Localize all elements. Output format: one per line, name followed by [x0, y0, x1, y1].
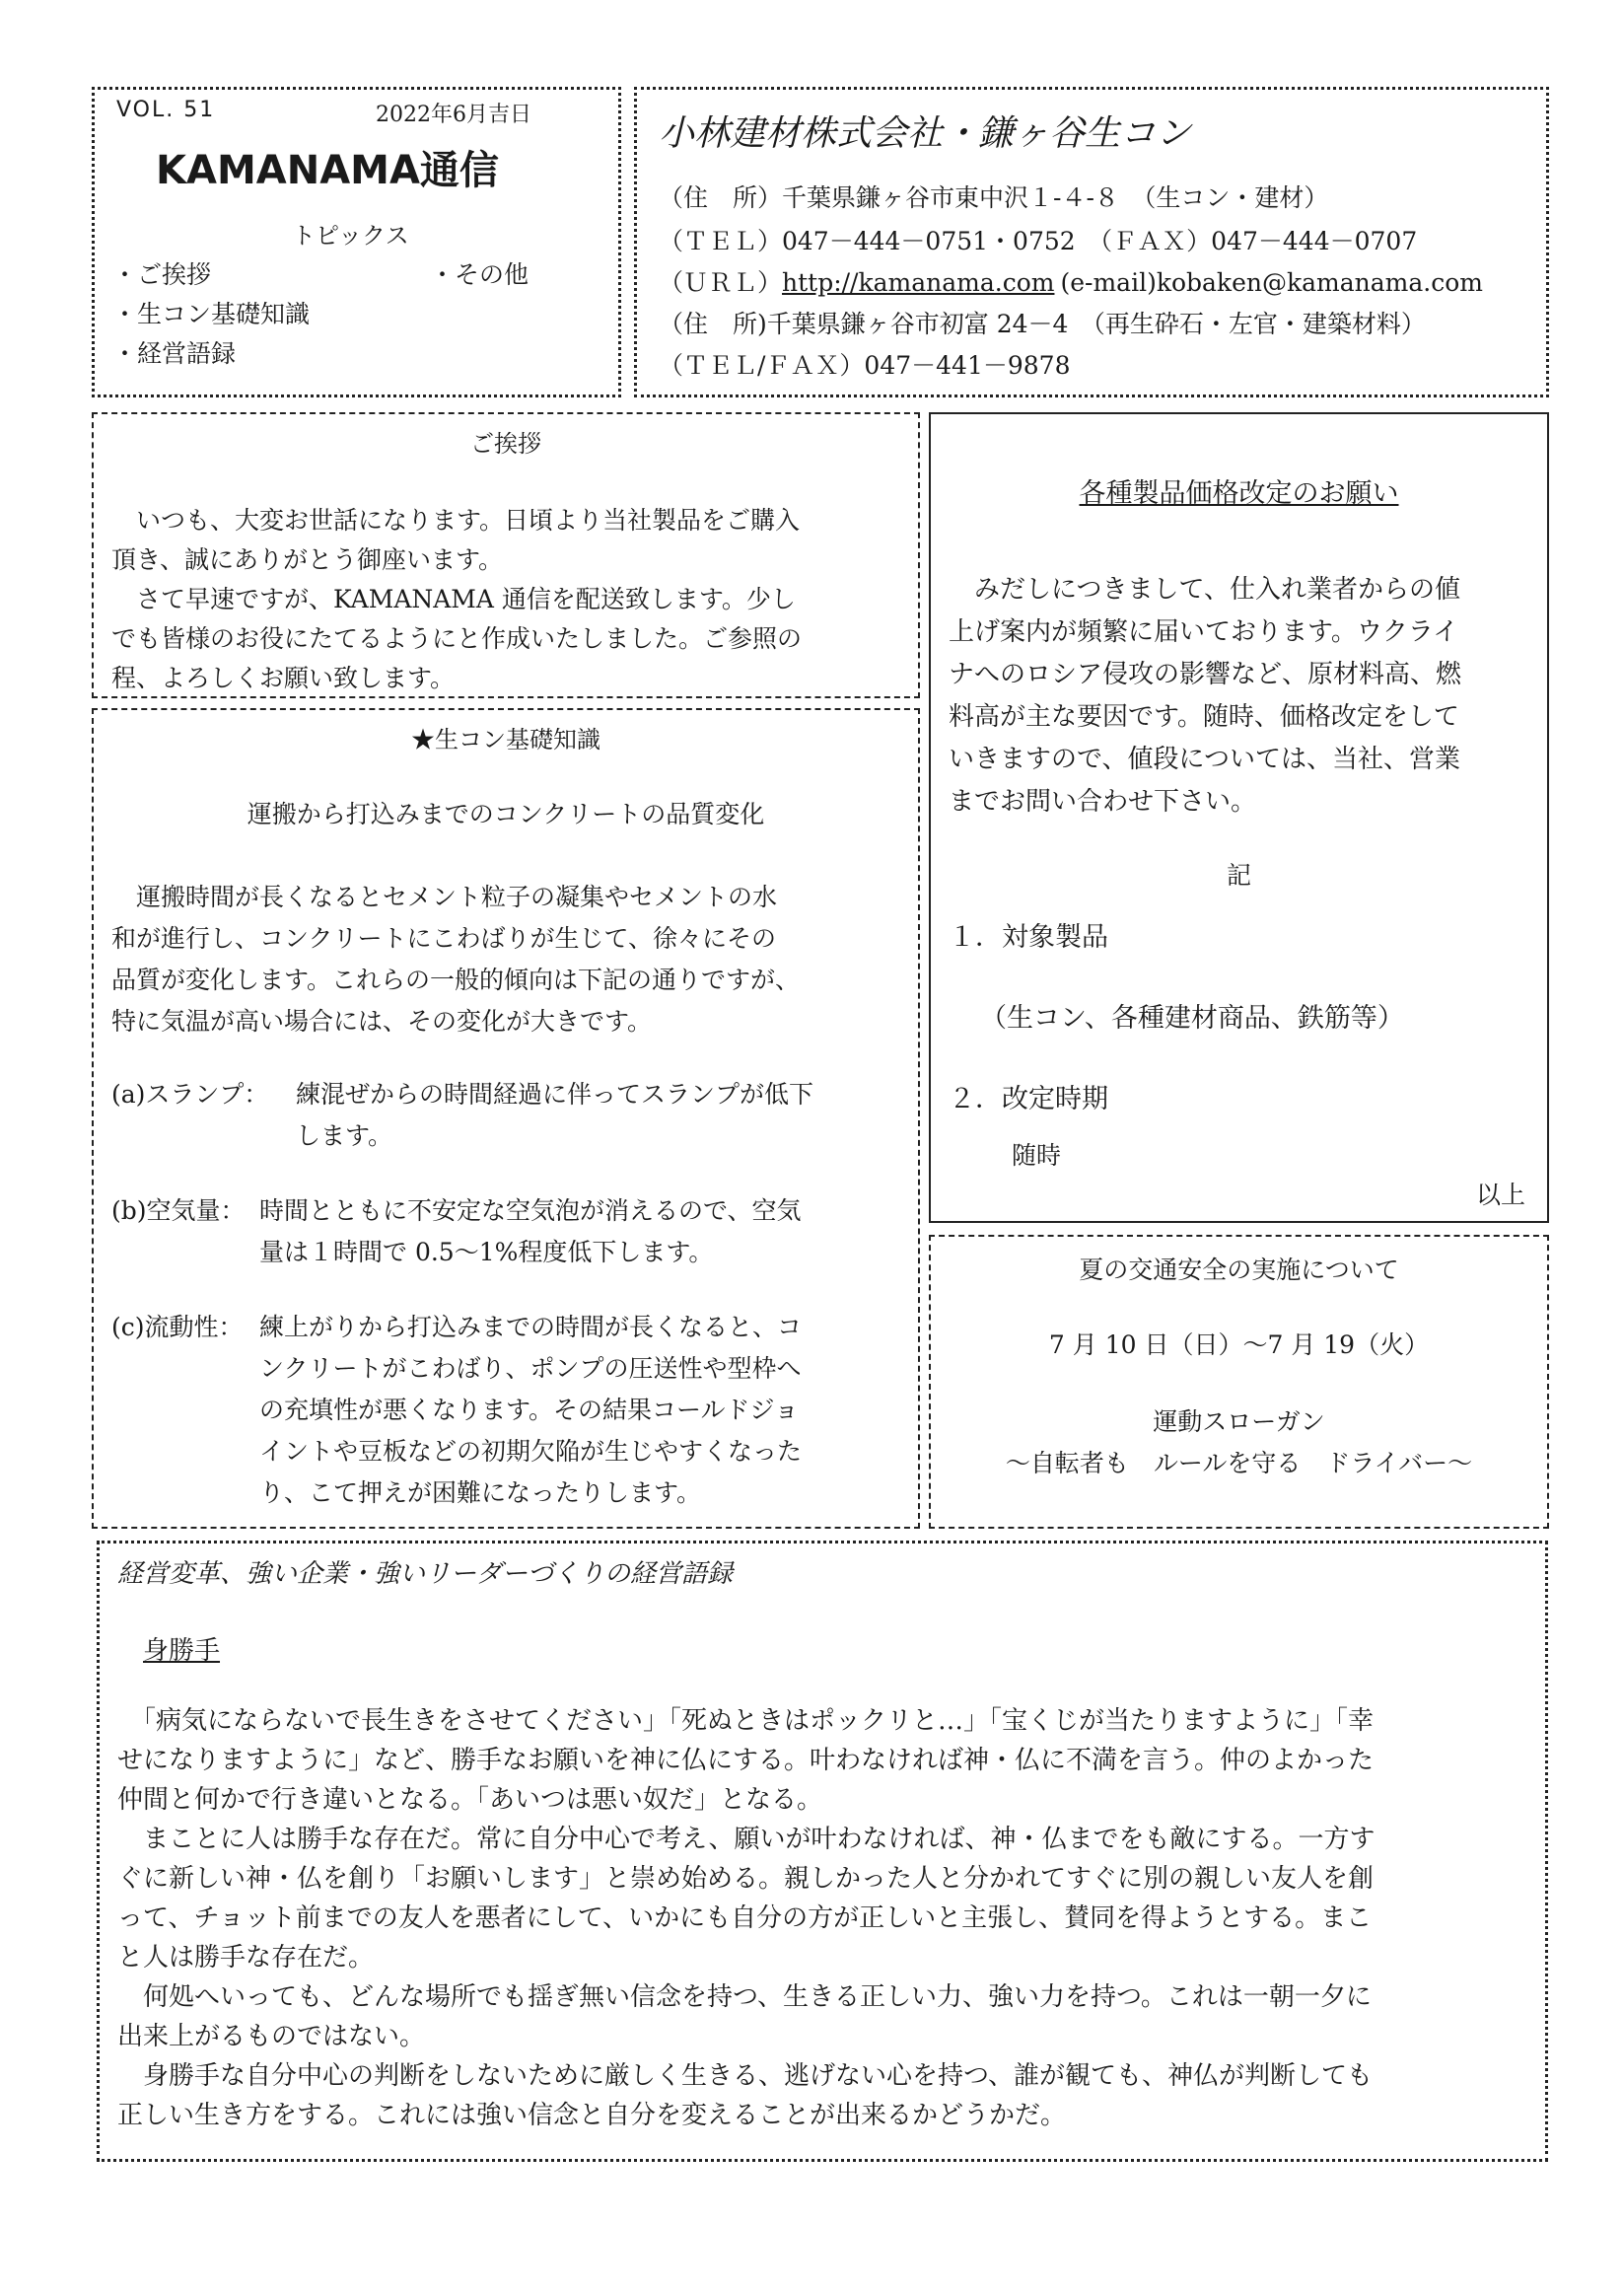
header-info-box — [92, 87, 621, 397]
revision-timing-detail: 随時 — [1012, 1141, 1062, 1170]
knowledge-intro-line: 和が進行し、コンクリートにこわばりが生じて、徐々にその — [111, 924, 777, 953]
price-title: 各種製品価格改定のお願い — [1079, 478, 1399, 509]
item-b-line: 量は１時間で 0.5～1%程度低下します。 — [259, 1238, 714, 1266]
topic-item: ・生コン基礎知識 — [112, 300, 311, 328]
item-c-line: 練上がりから打込みまでの時間が長くなると、コ — [259, 1313, 803, 1341]
knowledge-intro-line: 運搬時間が長くなるとセメント粒子の凝集やセメントの水 — [111, 883, 778, 911]
greeting-box — [92, 412, 920, 698]
management-line: ぐに新しい神・仏を創り「お願いします」と崇め始める。親しかった人と分かれてすぐに別の親しい友人を創 — [117, 1864, 1375, 1894]
company-email: (e-mail)kobaken@kamanama.com — [1060, 268, 1483, 297]
item-a-line: します。 — [296, 1121, 393, 1150]
management-line: 仲間と何かで行き違いとなる。「あいつは悪い奴だ」となる。 — [117, 1785, 823, 1815]
target-products-label: １．対象製品 — [949, 922, 1108, 953]
item-c-line: の充填性が悪くなります。その結果コールドジョ — [259, 1396, 800, 1424]
topic-item: ・その他 — [430, 260, 529, 289]
price-line: いきますので、値段については、当社、営業 — [949, 745, 1460, 774]
management-line: 身勝手な自分中心の判断をしないために厳しく生きる、逃げない心を持つ、誰が観ても、神仏が判断しても — [117, 2061, 1373, 2091]
traffic-safety-box — [929, 1235, 1549, 1529]
item-c-label: (c)流動性： — [111, 1313, 244, 1341]
website-link[interactable]: http://kamanama.com — [782, 268, 1055, 297]
greeting-line: いつも、大変お世話になります。日頃より当社製品をご購入 — [111, 506, 801, 535]
greeting-line: 頂き、誠にありがとう御座います。 — [111, 545, 504, 574]
price-line: までお問い合わせ下さい。 — [949, 787, 1257, 817]
ki-label: 記 — [1226, 861, 1251, 890]
topics-heading: トピックス — [292, 222, 409, 250]
issue-date: 2022年6月吉日 — [376, 103, 531, 127]
company-address: （住 所）千葉県鎌ヶ谷市東中沢１-４-８ （生コン・建材） — [659, 183, 1329, 212]
item-b-line: 時間とともに不安定な空気泡が消えるので、空気 — [259, 1196, 802, 1225]
greeting-line: さて早速ですが、KAMANAMA 通信を配送致します。少し — [111, 585, 796, 613]
price-line: みだしにつきまして、仕入れ業者からの値 — [949, 575, 1460, 605]
item-b-label: (b)空気量： — [111, 1196, 246, 1225]
management-line: と人は勝手な存在だ。 — [117, 1943, 375, 1973]
management-line: 「病気にならないで長生きをさせてください」「死ぬときはポックリと…」「宝くじが当たりますように」「幸 — [117, 1706, 1375, 1736]
price-line: ナへのロシア侵攻の影響など、原材料高、燃 — [949, 660, 1462, 689]
target-products-detail: （生コン、各種建材商品、鉄筋等） — [980, 1003, 1404, 1034]
item-a-label: (a)スランプ： — [111, 1080, 269, 1109]
revision-timing-label: ２．改定時期 — [949, 1084, 1108, 1114]
company-tel-fax-2: （ＴＥＬ/ＦＡＸ）047－441－9878 — [659, 351, 1071, 380]
item-c-line: ンクリートがこわばり、ポンプの圧送性や型枠へ — [259, 1354, 802, 1383]
management-line: 出来上がるものではない。 — [117, 2022, 426, 2051]
volume-number: VOL. 51 — [116, 98, 216, 122]
knowledge-title: ★生コン基礎知識 — [411, 726, 600, 753]
price-line: 料高が主な要因です。随時、価格改定をして — [949, 702, 1459, 732]
management-quotes-box — [97, 1541, 1548, 2162]
topic-item: ・ご挨拶 — [112, 260, 212, 289]
greeting-title: ご挨拶 — [470, 430, 541, 458]
greeting-line: 程、よろしくお願い致します。 — [111, 664, 456, 692]
traffic-period: 7 月 10 日（日）～7 月 19（火） — [1048, 1330, 1430, 1359]
slogan-text: ～自転者も ルールを守る ドライバー～ — [1005, 1449, 1473, 1477]
management-line: って、チョット前までの友人を悪者にして、いかにも自分の方が正しいと主張し、賛同を得ようとする。まこ — [117, 1903, 1373, 1933]
knowledge-intro-line: 特に気温が高い場合には、その変化が大きです。 — [111, 1007, 653, 1036]
knowledge-intro-line: 品質が変化します。これらの一般的傾向は下記の通りですが、 — [111, 966, 801, 994]
price-line: 上げ案内が頻繁に届いております。ウクライ — [949, 617, 1459, 647]
management-subtitle: 身勝手 — [143, 1636, 221, 1666]
company-address-2: （住 所)千葉県鎌ヶ谷市初富 24－4 （再生砕石・左官・建築材料） — [659, 310, 1426, 338]
item-c-line: イントや豆板などの初期欠陥が生じやすくなった — [259, 1437, 803, 1466]
ijo-label: 以上 — [1475, 1181, 1525, 1209]
slogan-label: 運動スローガン — [1153, 1407, 1325, 1436]
url-label: （ＵＲＬ） — [659, 268, 783, 297]
company-info-box — [634, 87, 1549, 397]
management-line: 正しい生き方をする。これには強い信念と自分を変えることが出来るかどうかだ。 — [117, 2101, 1067, 2130]
management-line: まことに人は勝手な存在だ。常に自分中心で考え、願いが叶わなければ、神・仏までをも敵にする。一方す — [117, 1825, 1376, 1854]
topic-item: ・経営語録 — [112, 339, 237, 368]
company-url-line — [659, 263, 1483, 299]
knowledge-subtitle: 運搬から打込みまでのコンクリートの品質変化 — [247, 800, 765, 828]
item-a-line: 練混ぜからの時間経過に伴ってスランプが低下 — [296, 1080, 814, 1109]
company-name: 小林建材株式会社・鎌ヶ谷生コン — [659, 113, 1192, 154]
traffic-title: 夏の交通安全の実施について — [1079, 1256, 1399, 1284]
company-tel-fax: （ＴＥＬ）047－444－0751・0752 （ＦＡＸ）047－444－0707 — [659, 227, 1418, 255]
management-line: 何処へいっても、どんな場所でも揺ぎ無い信念を持つ、生きる正しい力、強い力を持つ。これは一朝一夕に — [117, 1982, 1372, 2012]
knowledge-box — [92, 708, 920, 1529]
management-line: せになりますように」など、勝手なお願いを神に仏にする。叶わなければ神・仏に不満を言う。仲のよかった — [117, 1746, 1375, 1775]
management-title: 経営変革、強い企業・強いリーダーづくりの経営語録 — [117, 1559, 734, 1589]
item-c-line: り、こて押えが困難になったりします。 — [259, 1478, 702, 1507]
newsletter-title: KAMANAMA通信 — [156, 148, 499, 193]
greeting-line: でも皆様のお役にたてるようにと作成いたしました。ご参照の — [111, 624, 803, 653]
price-revision-box — [929, 412, 1549, 1223]
